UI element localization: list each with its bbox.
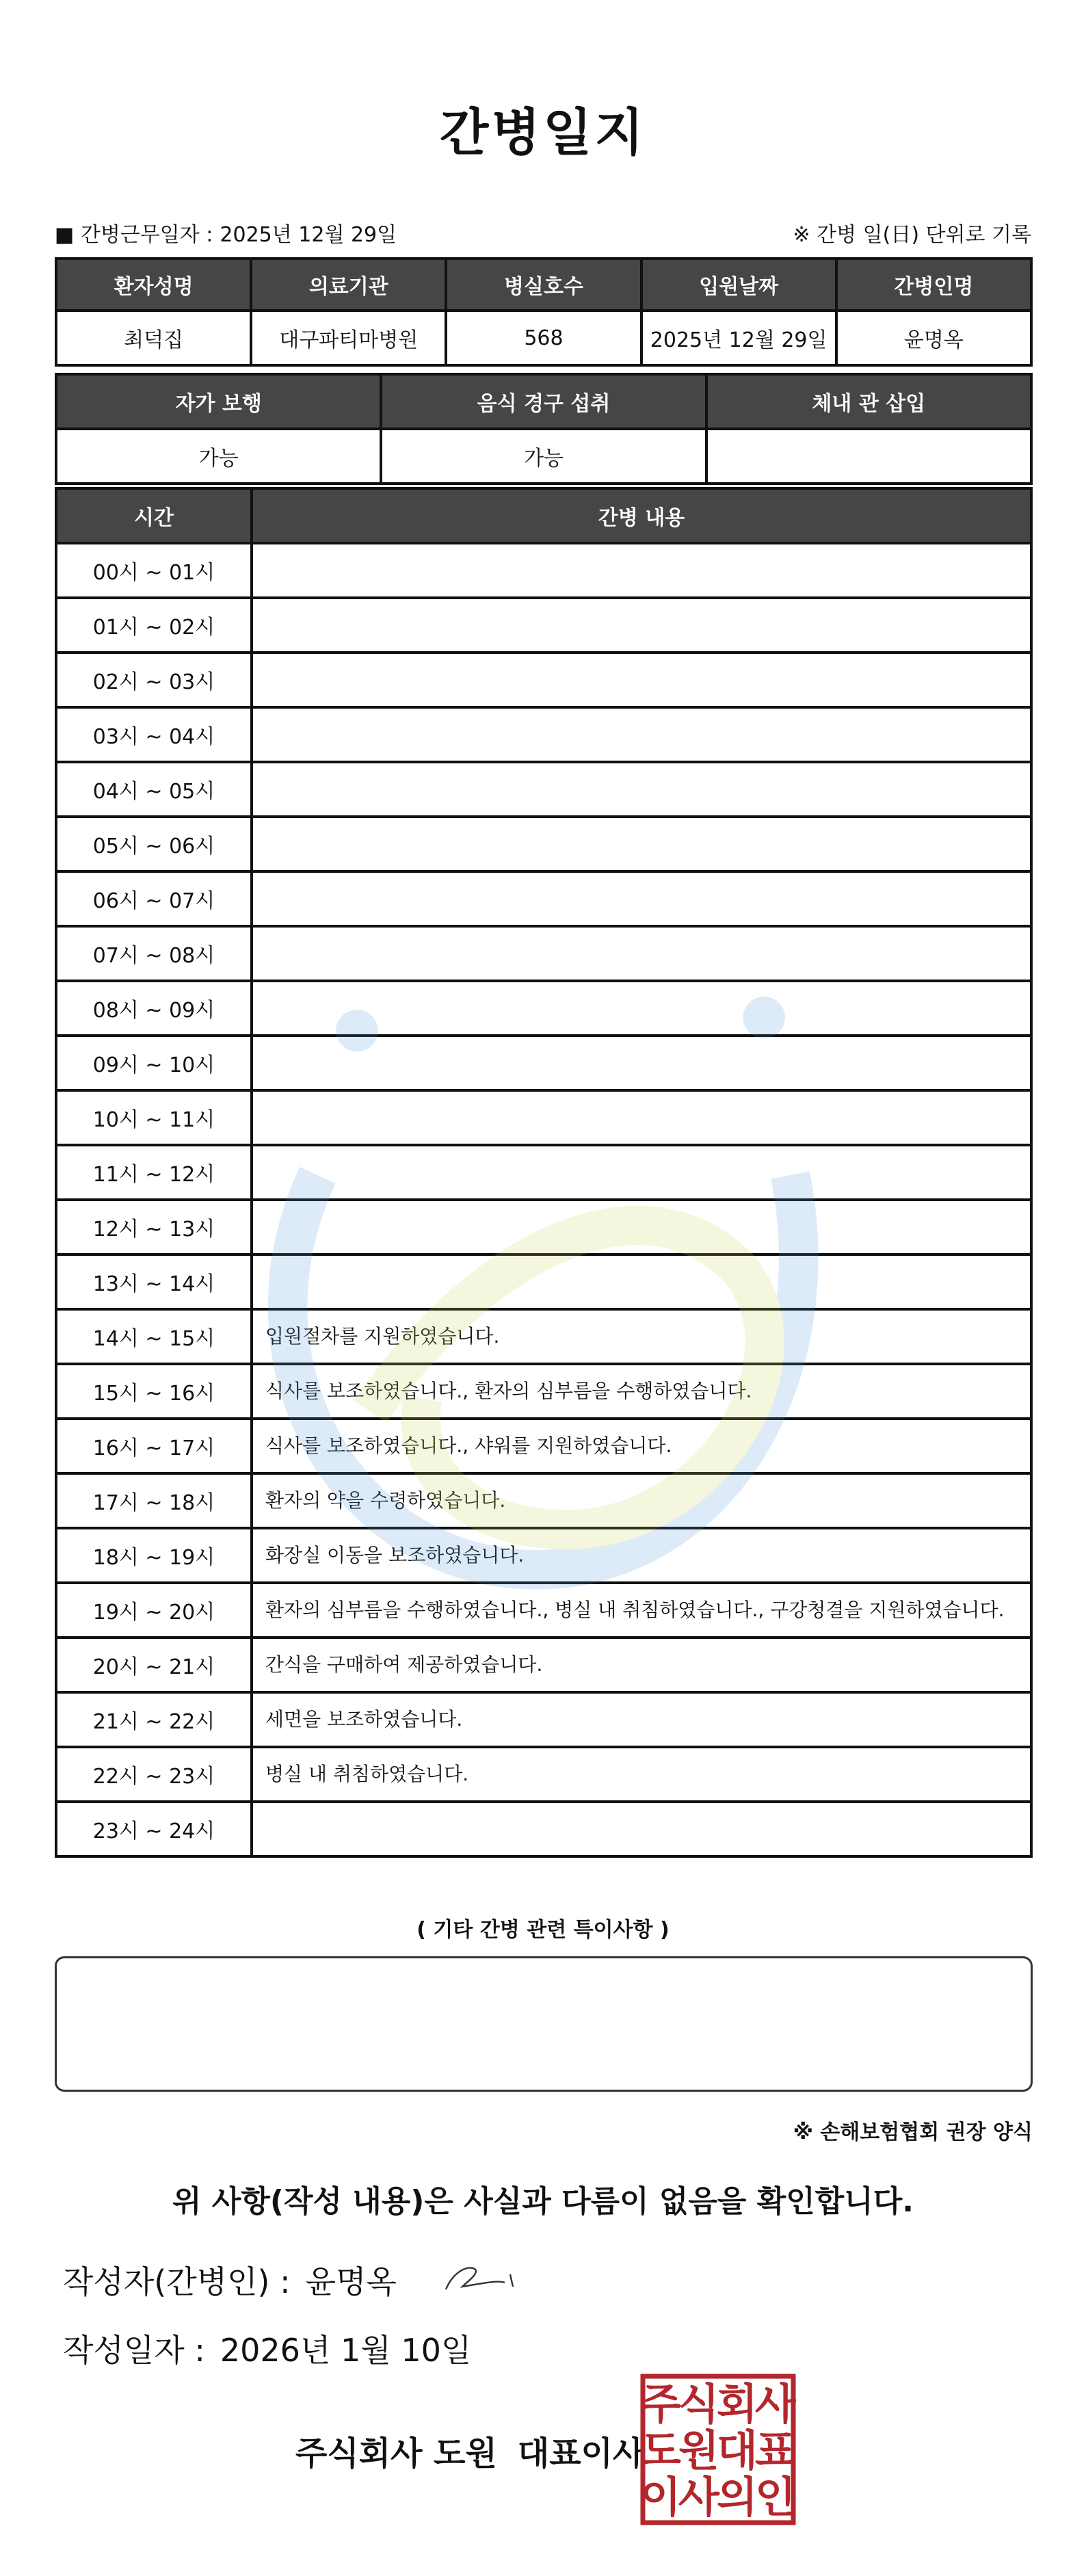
table-row (56, 1200, 1031, 1254)
time-cell: 13시 ~ 14시 (56, 1254, 252, 1309)
table-row (56, 1528, 1031, 1583)
content-cell (252, 1145, 1031, 1200)
table-row (56, 871, 1031, 926)
walking-value: 가능 (56, 429, 381, 484)
time-cell: 14시 ~ 15시 (56, 1309, 252, 1364)
time-cell: 11시 ~ 12시 (56, 1145, 252, 1200)
work-date-value: 2025년 12월 29일 (220, 223, 397, 247)
time-cell: 03시 ~ 04시 (56, 707, 252, 762)
time-cell: 01시 ~ 02시 (56, 598, 252, 653)
content-cell: 병실 내 취침하였습니다. (252, 1747, 1031, 1802)
time-cell: 19시 ~ 20시 (56, 1583, 252, 1638)
time-cell: 04시 ~ 05시 (56, 762, 252, 817)
table-row (56, 1254, 1031, 1309)
seal-glyph: 의 (717, 2472, 758, 2522)
time-cell: 18시 ~ 19시 (56, 1528, 252, 1583)
seal-glyph: 대 (717, 2426, 758, 2475)
time-cell: 15시 ~ 16시 (56, 1364, 252, 1419)
table-row (56, 1747, 1031, 1802)
header-hospital: 의료기관 (251, 259, 446, 311)
caregiver-name: 윤명옥 (836, 311, 1031, 365)
header-admission-date: 입원날짜 (641, 259, 836, 311)
time-cell: 02시 ~ 03시 (56, 653, 252, 707)
writer-label: 작성자(간병인) : (63, 2263, 291, 2300)
room-number: 568 (446, 311, 641, 365)
header-content: 간병 내용 (252, 488, 1031, 543)
writer-name: 윤명옥 (305, 2263, 397, 2300)
header-walking: 자가 보행 (56, 374, 381, 429)
seal-glyph: 회 (717, 2379, 758, 2429)
tube-value (706, 429, 1031, 484)
content-cell (252, 653, 1031, 707)
write-date-value: 2026년 1월 10일 (220, 2332, 472, 2369)
table-row (56, 1090, 1031, 1145)
time-cell: 06시 ~ 07시 (56, 871, 252, 926)
header-room: 병실호수 (446, 259, 641, 311)
time-cell: 05시 ~ 06시 (56, 817, 252, 871)
work-date-label: ■ 간병근무일자 : (55, 223, 213, 247)
table-row (56, 1638, 1031, 1692)
content-cell (252, 871, 1031, 926)
header-time: 시간 (56, 488, 252, 543)
meta-row (55, 218, 1031, 248)
table-row (56, 1309, 1031, 1364)
company-name: 주식회사 도원 (295, 2434, 497, 2473)
writer-row (63, 2257, 548, 2302)
content-cell: 식사를 보조하였습니다., 환자의 심부름을 수행하였습니다. (252, 1364, 1031, 1419)
content-cell (252, 1802, 1031, 1856)
content-cell (252, 762, 1031, 817)
content-cell (252, 817, 1031, 871)
memo-label: ( 기타 간병 관련 특이사항 ) (416, 1918, 670, 1942)
care-status-table (55, 373, 1033, 485)
write-date-label: 작성일자 : (63, 2332, 205, 2369)
time-cell: 17시 ~ 18시 (56, 1473, 252, 1528)
table-row (56, 981, 1031, 1036)
content-cell: 간식을 구매하여 제공하였습니다. (252, 1638, 1031, 1692)
content-cell (252, 1254, 1031, 1309)
table-row (56, 1145, 1031, 1200)
patient-info-table (55, 257, 1033, 367)
memo-box (55, 1956, 1033, 2092)
table-row (56, 1364, 1031, 1419)
patient-name: 최덕집 (56, 311, 251, 365)
content-cell (252, 707, 1031, 762)
time-cell: 22시 ~ 23시 (56, 1747, 252, 1802)
table-row (56, 762, 1031, 817)
content-cell: 식사를 보조하였습니다., 샤워를 지원하였습니다. (252, 1419, 1031, 1473)
table-row (56, 653, 1031, 707)
time-cell: 21시 ~ 22시 (56, 1692, 252, 1747)
page-title: 간병일지 (440, 103, 646, 162)
content-cell: 세면을 보조하였습니다. (252, 1692, 1031, 1747)
content-cell: 입원절차를 지원하였습니다. (252, 1309, 1031, 1364)
time-cell: 20시 ~ 21시 (56, 1638, 252, 1692)
table-row (56, 1473, 1031, 1528)
time-cell: 08시 ~ 09시 (56, 981, 252, 1036)
recommend-note: ※ 손해보험협회 권장 양식 (793, 2120, 1033, 2144)
seal-glyph: 식 (678, 2379, 719, 2429)
table-row (56, 1692, 1031, 1747)
time-cell: 00시 ~ 01시 (56, 543, 252, 598)
table-row (56, 817, 1031, 871)
content-cell (252, 543, 1031, 598)
signature-image (439, 2259, 548, 2300)
oral-intake-value: 가능 (381, 429, 706, 484)
header-tube: 체내 관 삽입 (706, 374, 1031, 429)
seal-glyph: 사 (755, 2379, 796, 2429)
table-row (56, 543, 1031, 598)
seal-glyph: 도 (640, 2426, 681, 2475)
content-cell: 화장실 이동을 보조하였습니다. (252, 1528, 1031, 1583)
seal-glyph: 표 (755, 2426, 796, 2475)
time-cell: 07시 ~ 08시 (56, 926, 252, 981)
admission-date: 2025년 12월 29일 (641, 311, 836, 365)
content-cell (252, 1036, 1031, 1090)
table-row (56, 926, 1031, 981)
time-cell: 16시 ~ 17시 (56, 1419, 252, 1473)
confirm-statement: 위 사항(작성 내용)은 사실과 다름이 없음을 확인합니다. (172, 2184, 914, 2219)
content-cell (252, 926, 1031, 981)
care-log-table (55, 487, 1033, 1858)
content-cell: 환자의 심부름을 수행하였습니다., 병실 내 취침하였습니다., 구강청결을 지원하였습니다. (252, 1583, 1031, 1638)
content-cell (252, 1090, 1031, 1145)
seal-glyph: 이 (640, 2472, 681, 2522)
time-cell: 23시 ~ 24시 (56, 1802, 252, 1856)
unit-note: ※ 간병 일(日) 단위로 기록 (793, 223, 1031, 247)
table-row (56, 707, 1031, 762)
seal-glyph: 주 (640, 2379, 681, 2429)
content-cell: 환자의 약을 수령하였습니다. (252, 1473, 1031, 1528)
seal-glyph: 인 (755, 2472, 796, 2522)
time-cell: 09시 ~ 10시 (56, 1036, 252, 1090)
table-row (56, 598, 1031, 653)
time-cell: 12시 ~ 13시 (56, 1200, 252, 1254)
content-cell (252, 598, 1031, 653)
header-patient-name: 환자성명 (56, 259, 251, 311)
company-seal (640, 2374, 796, 2525)
seal-glyph: 사 (678, 2472, 719, 2522)
header-caregiver: 간병인명 (836, 259, 1031, 311)
header-oral-intake: 음식 경구 섭취 (381, 374, 706, 429)
content-cell (252, 981, 1031, 1036)
table-row (56, 1583, 1031, 1638)
hospital-name: 대구파티마병원 (251, 311, 446, 365)
company-title: 대표이사 (517, 2434, 645, 2473)
content-cell (252, 1200, 1031, 1254)
table-row (56, 1419, 1031, 1473)
seal-glyph: 원 (678, 2426, 719, 2475)
write-date-row (63, 2326, 471, 2371)
company-row (295, 2427, 644, 2474)
table-row (56, 1802, 1031, 1856)
time-cell: 10시 ~ 11시 (56, 1090, 252, 1145)
table-row (56, 1036, 1031, 1090)
